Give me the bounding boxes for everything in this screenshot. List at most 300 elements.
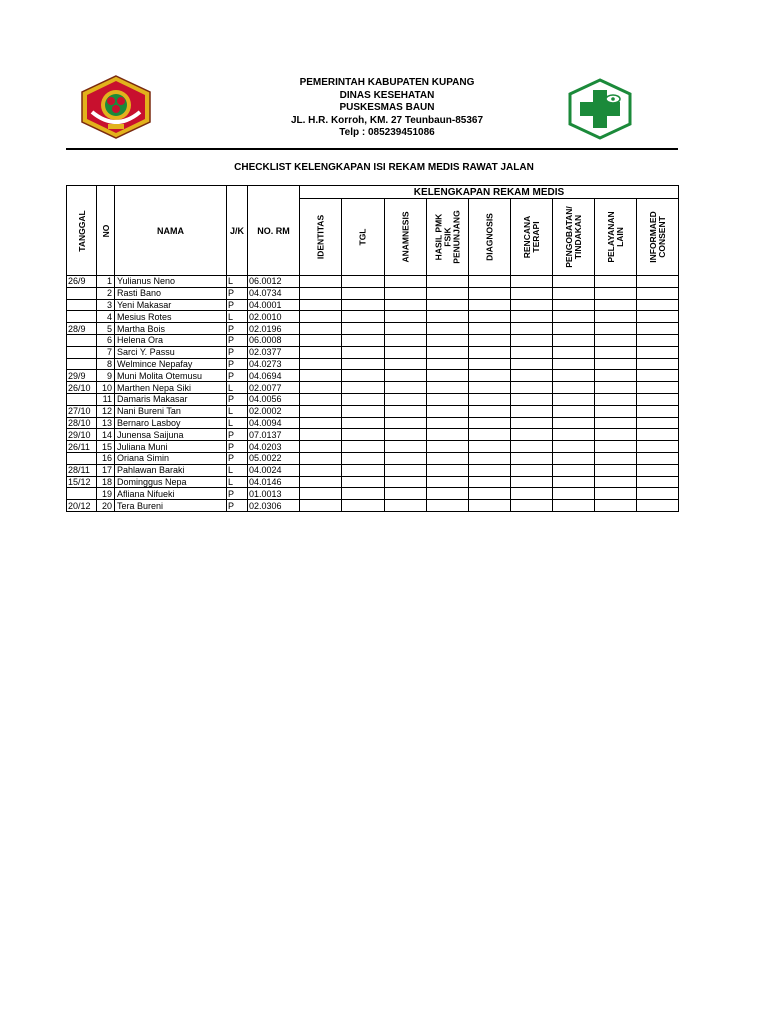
check-cell[interactable] xyxy=(342,405,385,417)
check-cell[interactable] xyxy=(553,358,595,370)
cell-nama: Bernaro Lasboy xyxy=(115,417,227,429)
letterhead-address: JL. H.R. Korroh, KM. 27 Teunbaun-85367 xyxy=(290,114,484,126)
cell-tanggal xyxy=(67,346,97,358)
check-cell[interactable] xyxy=(300,358,342,370)
check-cell[interactable] xyxy=(469,476,511,488)
cell-jk: P xyxy=(227,441,248,453)
cell-no: 20 xyxy=(97,500,115,512)
check-cell[interactable] xyxy=(427,334,469,346)
check-cell[interactable] xyxy=(595,346,637,358)
cell-tanggal: 15/12 xyxy=(67,476,97,488)
check-cell[interactable] xyxy=(553,488,595,500)
check-cell[interactable] xyxy=(469,323,511,335)
check-cell[interactable] xyxy=(427,500,469,512)
cell-nama: Pahlawan Baraki xyxy=(115,464,227,476)
check-cell[interactable] xyxy=(427,393,469,405)
cell-nama: Damaris Makasar xyxy=(115,393,227,405)
check-cell[interactable] xyxy=(427,476,469,488)
check-cell[interactable] xyxy=(553,370,595,382)
check-cell[interactable] xyxy=(553,452,595,464)
cell-jk: P xyxy=(227,452,248,464)
check-cell[interactable] xyxy=(553,441,595,453)
check-cell[interactable] xyxy=(637,405,679,417)
check-cell[interactable] xyxy=(342,441,385,453)
table-row xyxy=(67,441,679,453)
kupang-regency-emblem xyxy=(78,74,154,140)
col-header-identitas: IDENTITAS xyxy=(300,199,342,276)
cell-nama: Martha Bois xyxy=(115,323,227,335)
check-cell[interactable] xyxy=(300,276,342,288)
check-cell[interactable] xyxy=(469,382,511,394)
check-cell[interactable] xyxy=(637,488,679,500)
check-cell[interactable] xyxy=(342,417,385,429)
check-cell[interactable] xyxy=(300,334,342,346)
check-cell[interactable] xyxy=(511,358,553,370)
cell-no-rm: 04.0024 xyxy=(248,464,300,476)
check-cell[interactable] xyxy=(385,476,427,488)
cell-no: 3 xyxy=(97,299,115,311)
cell-no-rm: 04.0094 xyxy=(248,417,300,429)
cell-jk: P xyxy=(227,299,248,311)
check-cell[interactable] xyxy=(595,417,637,429)
check-cell[interactable] xyxy=(300,441,342,453)
col-header-no: NO xyxy=(97,186,115,276)
check-cell[interactable] xyxy=(427,370,469,382)
cell-nama: Helena Ora xyxy=(115,334,227,346)
letterhead-phone: Telp : 085239451086 xyxy=(339,127,435,138)
check-cell[interactable] xyxy=(637,346,679,358)
check-cell[interactable] xyxy=(511,405,553,417)
check-cell[interactable] xyxy=(553,323,595,335)
check-cell[interactable] xyxy=(553,393,595,405)
cell-jk: P xyxy=(227,488,248,500)
cell-tanggal: 26/11 xyxy=(67,441,97,453)
table-row xyxy=(67,358,679,370)
check-cell[interactable] xyxy=(385,500,427,512)
header-divider xyxy=(66,148,678,150)
check-cell[interactable] xyxy=(342,464,385,476)
check-cell[interactable] xyxy=(637,500,679,512)
check-cell[interactable] xyxy=(427,405,469,417)
cell-jk: P xyxy=(227,370,248,382)
check-cell[interactable] xyxy=(300,464,342,476)
cell-nama: Marthen Nepa Siki xyxy=(115,382,227,394)
check-cell[interactable] xyxy=(385,311,427,323)
cell-no-rm: 02.0196 xyxy=(248,323,300,335)
check-cell[interactable] xyxy=(595,323,637,335)
letterhead xyxy=(230,77,544,140)
check-cell[interactable] xyxy=(469,299,511,311)
cell-no: 11 xyxy=(97,393,115,405)
check-cell[interactable] xyxy=(385,334,427,346)
check-cell[interactable] xyxy=(637,452,679,464)
letterhead-puskesmas: PUSKESMAS BAUN xyxy=(339,102,435,113)
check-cell[interactable] xyxy=(511,370,553,382)
check-cell[interactable] xyxy=(385,299,427,311)
check-cell[interactable] xyxy=(511,429,553,441)
check-cell[interactable] xyxy=(595,464,637,476)
col-header-informed-consent: INFORMAED CONSENT xyxy=(637,199,679,276)
col-header-tgl: TGL xyxy=(342,199,385,276)
check-cell[interactable] xyxy=(342,429,385,441)
col-header-diagnosis: DIAGNOSIS xyxy=(469,199,511,276)
cell-nama: Oriana Simin xyxy=(115,452,227,464)
check-cell[interactable] xyxy=(385,429,427,441)
cell-nama: Rasti Bano xyxy=(115,287,227,299)
cell-no-rm: 07.0137 xyxy=(248,429,300,441)
check-cell[interactable] xyxy=(469,358,511,370)
letterhead-government: PEMERINTAH KABUPATEN KUPANG xyxy=(299,77,475,88)
check-cell[interactable] xyxy=(553,429,595,441)
check-cell[interactable] xyxy=(553,299,595,311)
check-cell[interactable] xyxy=(300,429,342,441)
check-cell[interactable] xyxy=(469,370,511,382)
check-cell[interactable] xyxy=(427,276,469,288)
check-cell[interactable] xyxy=(300,370,342,382)
check-cell[interactable] xyxy=(342,346,385,358)
check-cell[interactable] xyxy=(637,323,679,335)
check-cell[interactable] xyxy=(511,464,553,476)
cell-no: 8 xyxy=(97,358,115,370)
check-cell[interactable] xyxy=(595,334,637,346)
check-cell[interactable] xyxy=(553,334,595,346)
cell-no: 4 xyxy=(97,311,115,323)
cell-tanggal: 26/10 xyxy=(67,382,97,394)
check-cell[interactable] xyxy=(595,393,637,405)
check-cell[interactable] xyxy=(342,287,385,299)
check-cell[interactable] xyxy=(300,476,342,488)
cell-no-rm: 02.0010 xyxy=(248,311,300,323)
cell-tanggal: 20/12 xyxy=(67,500,97,512)
check-cell[interactable] xyxy=(342,393,385,405)
cell-no-rm: 04.0001 xyxy=(248,299,300,311)
check-cell[interactable] xyxy=(595,299,637,311)
check-cell[interactable] xyxy=(385,276,427,288)
check-cell[interactable] xyxy=(385,382,427,394)
cell-no-rm: 04.0273 xyxy=(248,358,300,370)
check-cell[interactable] xyxy=(300,323,342,335)
check-cell[interactable] xyxy=(342,370,385,382)
check-cell[interactable] xyxy=(595,358,637,370)
check-cell[interactable] xyxy=(595,405,637,417)
check-cell[interactable] xyxy=(637,287,679,299)
check-cell[interactable] xyxy=(385,464,427,476)
cell-tanggal xyxy=(67,287,97,299)
check-cell[interactable] xyxy=(385,287,427,299)
check-cell[interactable] xyxy=(637,382,679,394)
cell-nama: Sarci Y. Passu xyxy=(115,346,227,358)
check-cell[interactable] xyxy=(637,370,679,382)
cell-no: 17 xyxy=(97,464,115,476)
cell-nama: Welmince Nepafay xyxy=(115,358,227,370)
check-cell[interactable] xyxy=(469,441,511,453)
check-cell[interactable] xyxy=(511,382,553,394)
cell-tanggal: 29/10 xyxy=(67,429,97,441)
check-cell[interactable] xyxy=(342,311,385,323)
check-cell[interactable] xyxy=(595,488,637,500)
check-cell[interactable] xyxy=(637,276,679,288)
check-cell[interactable] xyxy=(469,276,511,288)
check-cell[interactable] xyxy=(553,346,595,358)
cell-jk: P xyxy=(227,346,248,358)
letterhead-department: DINAS KESEHATAN xyxy=(339,89,435,101)
check-cell[interactable] xyxy=(342,323,385,335)
check-cell[interactable] xyxy=(427,417,469,429)
check-cell[interactable] xyxy=(637,441,679,453)
check-cell[interactable] xyxy=(427,464,469,476)
check-cell[interactable] xyxy=(427,346,469,358)
cell-nama: Nani Bureni Tan xyxy=(115,405,227,417)
check-cell[interactable] xyxy=(553,405,595,417)
check-cell[interactable] xyxy=(469,452,511,464)
table-row xyxy=(67,287,679,299)
checklist-table xyxy=(66,185,679,512)
check-cell[interactable] xyxy=(595,382,637,394)
cell-tanggal: 26/9 xyxy=(67,276,97,288)
check-cell[interactable] xyxy=(511,346,553,358)
check-cell[interactable] xyxy=(469,417,511,429)
check-cell[interactable] xyxy=(595,452,637,464)
col-header-rencana-terapi: RENCANA TERAPI xyxy=(511,199,553,276)
check-cell[interactable] xyxy=(511,311,553,323)
check-cell[interactable] xyxy=(342,476,385,488)
check-cell[interactable] xyxy=(300,500,342,512)
check-cell[interactable] xyxy=(342,488,385,500)
check-cell[interactable] xyxy=(427,441,469,453)
check-cell[interactable] xyxy=(385,405,427,417)
cell-tanggal: 27/10 xyxy=(67,405,97,417)
table-row xyxy=(67,382,679,394)
cell-jk: P xyxy=(227,500,248,512)
check-cell[interactable] xyxy=(553,476,595,488)
cell-no-rm: 02.0377 xyxy=(248,346,300,358)
table-row xyxy=(67,429,679,441)
col-header-pengobatan: PENGOBATAN/ TINDAKAN xyxy=(553,199,595,276)
cell-jk: P xyxy=(227,358,248,370)
cell-no-rm: 04.0056 xyxy=(248,393,300,405)
check-cell[interactable] xyxy=(385,358,427,370)
check-cell[interactable] xyxy=(427,382,469,394)
table-row xyxy=(67,346,679,358)
check-cell[interactable] xyxy=(553,382,595,394)
check-cell[interactable] xyxy=(595,429,637,441)
check-cell[interactable] xyxy=(637,476,679,488)
cell-jk: P xyxy=(227,334,248,346)
cell-tanggal xyxy=(67,299,97,311)
table-row xyxy=(67,405,679,417)
cell-jk: L xyxy=(227,311,248,323)
check-cell[interactable] xyxy=(637,393,679,405)
table-row xyxy=(67,417,679,429)
check-cell[interactable] xyxy=(595,287,637,299)
cell-no: 13 xyxy=(97,417,115,429)
check-cell[interactable] xyxy=(595,476,637,488)
check-cell[interactable] xyxy=(469,346,511,358)
check-cell[interactable] xyxy=(511,441,553,453)
check-cell[interactable] xyxy=(637,299,679,311)
check-cell[interactable] xyxy=(511,334,553,346)
check-cell[interactable] xyxy=(511,417,553,429)
cell-no-rm: 04.0734 xyxy=(248,287,300,299)
document-title: CHECKLIST KELENGKAPAN ISI REKAM MEDIS RAWAT JALAN xyxy=(234,162,534,173)
check-cell[interactable] xyxy=(553,500,595,512)
check-cell[interactable] xyxy=(595,311,637,323)
check-cell[interactable] xyxy=(511,476,553,488)
table-row xyxy=(67,464,679,476)
check-cell[interactable] xyxy=(427,452,469,464)
check-cell[interactable] xyxy=(427,358,469,370)
cell-tanggal: 29/9 xyxy=(67,370,97,382)
cell-no: 16 xyxy=(97,452,115,464)
cell-tanggal: 28/11 xyxy=(67,464,97,476)
check-cell[interactable] xyxy=(300,452,342,464)
cell-jk: L xyxy=(227,476,248,488)
check-cell[interactable] xyxy=(469,393,511,405)
cell-nama: Yeni Makasar xyxy=(115,299,227,311)
check-cell[interactable] xyxy=(342,500,385,512)
table-row xyxy=(67,500,679,512)
check-cell[interactable] xyxy=(300,393,342,405)
check-cell[interactable] xyxy=(385,488,427,500)
check-cell[interactable] xyxy=(300,488,342,500)
check-cell[interactable] xyxy=(342,276,385,288)
check-cell[interactable] xyxy=(553,417,595,429)
cell-nama: Muni Molita Otemusu xyxy=(115,370,227,382)
check-cell[interactable] xyxy=(300,311,342,323)
table-row xyxy=(67,311,679,323)
check-cell[interactable] xyxy=(427,488,469,500)
cell-jk: L xyxy=(227,382,248,394)
cell-no: 19 xyxy=(97,488,115,500)
cell-tanggal xyxy=(67,488,97,500)
cell-no: 6 xyxy=(97,334,115,346)
check-cell[interactable] xyxy=(511,488,553,500)
cell-no-rm: 06.0008 xyxy=(248,334,300,346)
cell-tanggal xyxy=(67,334,97,346)
check-cell[interactable] xyxy=(469,311,511,323)
cell-no-rm: 06.0012 xyxy=(248,276,300,288)
cell-jk: P xyxy=(227,393,248,405)
table-row xyxy=(67,452,679,464)
check-cell[interactable] xyxy=(553,311,595,323)
check-cell[interactable] xyxy=(469,464,511,476)
check-cell[interactable] xyxy=(469,405,511,417)
check-cell[interactable] xyxy=(469,429,511,441)
cell-tanggal xyxy=(67,311,97,323)
check-cell[interactable] xyxy=(511,452,553,464)
check-cell[interactable] xyxy=(385,323,427,335)
cell-no-rm: 02.0002 xyxy=(248,405,300,417)
check-cell[interactable] xyxy=(553,276,595,288)
check-cell[interactable] xyxy=(427,323,469,335)
table-row xyxy=(67,393,679,405)
cell-nama: Yulianus Neno xyxy=(115,276,227,288)
check-cell[interactable] xyxy=(385,441,427,453)
cell-jk: L xyxy=(227,417,248,429)
check-cell[interactable] xyxy=(511,299,553,311)
cell-nama: Afliana Nifueki xyxy=(115,488,227,500)
cell-no: 14 xyxy=(97,429,115,441)
check-cell[interactable] xyxy=(637,429,679,441)
check-cell[interactable] xyxy=(637,311,679,323)
check-cell[interactable] xyxy=(637,334,679,346)
col-header-hasil-pmk: HASIL PMK FSIK PENUNJANG xyxy=(427,199,469,276)
table-row xyxy=(67,488,679,500)
check-cell[interactable] xyxy=(511,287,553,299)
check-cell[interactable] xyxy=(469,334,511,346)
cell-tanggal xyxy=(67,452,97,464)
cell-no: 12 xyxy=(97,405,115,417)
check-cell[interactable] xyxy=(342,452,385,464)
col-header-no-rm: NO. RM xyxy=(248,186,300,276)
check-cell[interactable] xyxy=(427,299,469,311)
cell-tanggal xyxy=(67,393,97,405)
cell-no-rm: 05.0022 xyxy=(248,452,300,464)
check-cell[interactable] xyxy=(385,417,427,429)
check-cell[interactable] xyxy=(300,299,342,311)
check-cell[interactable] xyxy=(595,370,637,382)
check-cell[interactable] xyxy=(385,370,427,382)
cell-nama: Juliana Muni xyxy=(115,441,227,453)
cell-no: 10 xyxy=(97,382,115,394)
cell-tanggal: 28/9 xyxy=(67,323,97,335)
table-row xyxy=(67,370,679,382)
check-cell[interactable] xyxy=(553,464,595,476)
check-cell[interactable] xyxy=(427,311,469,323)
check-cell[interactable] xyxy=(300,346,342,358)
cell-no-rm: 04.0146 xyxy=(248,476,300,488)
col-header-pelayanan-lain: PELAYANAN LAIN xyxy=(595,199,637,276)
check-cell[interactable] xyxy=(637,464,679,476)
check-cell[interactable] xyxy=(427,287,469,299)
check-cell[interactable] xyxy=(511,393,553,405)
check-cell[interactable] xyxy=(595,276,637,288)
cell-tanggal: 28/10 xyxy=(67,417,97,429)
check-cell[interactable] xyxy=(469,287,511,299)
check-cell[interactable] xyxy=(300,287,342,299)
check-cell[interactable] xyxy=(342,334,385,346)
check-cell[interactable] xyxy=(385,393,427,405)
check-cell[interactable] xyxy=(511,276,553,288)
cell-no: 7 xyxy=(97,346,115,358)
check-cell[interactable] xyxy=(637,417,679,429)
check-cell[interactable] xyxy=(342,382,385,394)
check-cell[interactable] xyxy=(511,323,553,335)
check-cell[interactable] xyxy=(553,287,595,299)
check-cell[interactable] xyxy=(511,500,553,512)
puskesmas-logo xyxy=(566,78,634,140)
check-cell[interactable] xyxy=(300,405,342,417)
check-cell[interactable] xyxy=(300,382,342,394)
check-cell[interactable] xyxy=(342,299,385,311)
cell-nama: Tera Bureni xyxy=(115,500,227,512)
check-cell[interactable] xyxy=(469,500,511,512)
check-cell[interactable] xyxy=(342,358,385,370)
check-cell[interactable] xyxy=(637,358,679,370)
check-cell[interactable] xyxy=(595,441,637,453)
cell-jk: P xyxy=(227,323,248,335)
cell-nama: Junensa Saijuna xyxy=(115,429,227,441)
check-cell[interactable] xyxy=(469,488,511,500)
cell-no-rm: 01.0013 xyxy=(248,488,300,500)
check-cell[interactable] xyxy=(595,500,637,512)
cell-no: 9 xyxy=(97,370,115,382)
check-cell[interactable] xyxy=(385,346,427,358)
check-cell[interactable] xyxy=(385,452,427,464)
check-cell[interactable] xyxy=(427,429,469,441)
check-cell[interactable] xyxy=(300,417,342,429)
group-header-kelengkapan: KELENGKAPAN REKAM MEDIS xyxy=(300,186,679,199)
